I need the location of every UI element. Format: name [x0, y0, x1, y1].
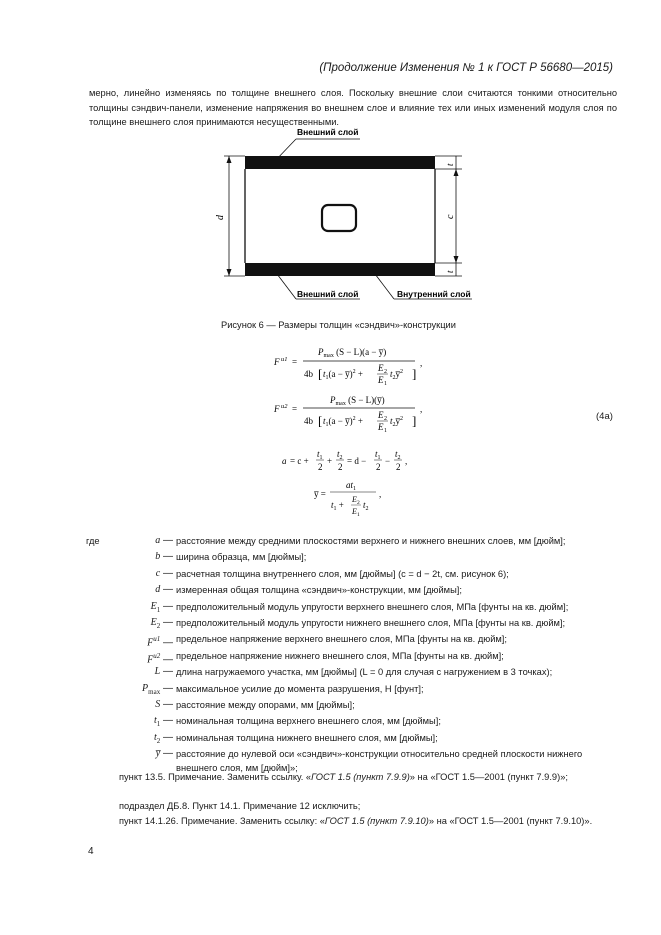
symbol-base: S [155, 698, 161, 710]
definition-symbol [156, 746, 173, 762]
svg-text:u1: u1 [281, 356, 288, 363]
em-dash: — [160, 567, 173, 579]
intro-paragraph: мерно, линейно изменяясь по толщине внешнего слоя. Поскольку внешние слои считаются тонкими относительно толщины сэндвич-панели, изменение напряжения во внешнем слое и влияние тех или иных изменений модуля слоя по толщине внешнего слоя принимаются несущественными. [89, 88, 617, 127]
amendment-3-post: » на «ГОСТ 1.5—2001 (пункт 7.9.10)». [428, 816, 593, 826]
symbol-base: F [147, 637, 154, 649]
definition-text: расчетная толщина внутреннего слоя, мм [дюймы] (c = d − 2t, см. рисунок 6); [176, 568, 509, 579]
em-dash: — [160, 715, 173, 727]
symbol-base: F [147, 654, 154, 666]
symbol-superscript: u2 [153, 651, 161, 660]
svg-text:F: F [274, 357, 280, 367]
formula-block [260, 340, 440, 520]
definition-text: расстояние между средними плоскостями верхнего и нижнего внешних слоев, мм [дюйм]; [176, 536, 566, 546]
definition-row [86, 615, 616, 631]
svg-text:t1(a − y̅)2 +: $t_1(a$ − y̅)$^2$ + [323, 369, 363, 381]
definition-row [86, 549, 616, 565]
dim-t-bottom-label: t [445, 270, 455, 273]
em-dash: — [160, 616, 173, 628]
svg-text:1: 1 [357, 512, 360, 518]
em-dash: — [160, 654, 173, 666]
em-dash: — [160, 600, 173, 612]
definition-text: номинальная толщина нижнего внешнего слоя, мм [дюймы]; [176, 732, 438, 743]
svg-text:E: E [352, 507, 357, 516]
svg-text:t2y̅2: $t_2y̅^2$ [390, 369, 404, 381]
svg-text:u2: u2 [281, 403, 288, 410]
svg-text:2: 2 [384, 369, 387, 375]
label-outer-top: Внешний слой [297, 127, 359, 137]
definition-symbol [155, 533, 173, 549]
definition-row [86, 582, 616, 598]
svg-text:2: 2 [357, 500, 360, 506]
label-outer-bottom: Внешний слой [297, 289, 359, 299]
symbol-subscript: 2 [156, 736, 161, 745]
svg-text:= c +: = c + [290, 456, 309, 466]
definition-symbol [155, 582, 173, 598]
definition-symbol [156, 566, 173, 582]
svg-text:[: [ [318, 366, 323, 381]
definition-text: предельное напряжение верхнего внешнего слоя, МПа [фунты на кв. дюйм]; [176, 634, 507, 645]
definition-text: расстояние до нулевой оси «сэндвич»-конструкции относительно средней плоскости нижнего внешнего слоя, мм [дюйм]»; [176, 749, 583, 774]
svg-text:2: 2 [384, 416, 387, 422]
definition-text: предположительный модуль упругости верхнего внешнего слоя, МПа [фунты на кв. дюйм]; [176, 601, 569, 612]
definition-text: расстояние между опорами, мм [дюймы]; [176, 699, 355, 710]
symbol-base: t [153, 731, 157, 743]
definition-symbol [155, 697, 173, 713]
svg-text:,: , [420, 358, 423, 368]
definition-text: измеренная общая толщина «сэндвич»-конструкции, мм [дюймы]; [176, 585, 462, 596]
svg-text:]: ] [412, 366, 417, 381]
svg-text:t1(a − y̅)2 +: $t_1(a$ − y̅)$^2$ + [323, 416, 363, 428]
definition-text: максимальное усилие до момента разрушения, Н [фунт]; [176, 683, 424, 694]
definition-row [86, 681, 616, 697]
svg-text:E: E [378, 410, 384, 420]
symbol-subscript: 1 [156, 605, 161, 614]
svg-text:=: = [292, 404, 298, 414]
svg-text:−: − [385, 456, 391, 466]
amendment-1-pre: пункт 13.5. Примечание. Заменить ссылку. « [119, 772, 312, 782]
svg-text:E: E [378, 375, 384, 385]
amendment-1-ref: ГОСТ 1.5 (пункт 7.9.9) [311, 772, 410, 782]
em-dash: — [160, 682, 173, 694]
definition-symbol [155, 549, 173, 565]
svg-text:4b: 4b [304, 369, 313, 379]
amendment-1 [89, 770, 617, 785]
dim-t-top-label: t [445, 163, 455, 166]
definition-symbol [155, 664, 173, 680]
symbol-base: d [155, 584, 161, 596]
svg-text:+: + [327, 456, 333, 466]
svg-text:[: [ [318, 413, 323, 428]
amendment-2: подраздел ДБ.8. Пункт 14.1. Примечание 12 исключить; [119, 801, 361, 811]
svg-text:t1 +: $t_1$ + [331, 500, 344, 512]
svg-text:4b: 4b [304, 416, 313, 426]
formula-fu2 [273, 395, 422, 434]
svg-text:2: 2 [338, 462, 343, 472]
definition-lead: где [86, 536, 100, 546]
definitions-list [86, 533, 616, 776]
svg-text:= d −: = d − [347, 456, 367, 466]
symbol-subscript: max [148, 687, 161, 696]
svg-text:y̅ =: y̅ = [314, 489, 326, 499]
svg-text:a: a [282, 456, 287, 466]
symbol-base: E [150, 600, 157, 612]
svg-text:at1: $at_1$ [346, 480, 357, 492]
dim-c-label: c [445, 214, 456, 219]
svg-text:t2: $t_2$ [337, 449, 343, 461]
symbol-superscript: u1 [153, 635, 161, 644]
symbol-base: E [150, 616, 157, 628]
svg-text:t1: $t_1$ [375, 449, 381, 461]
svg-text:=: = [292, 357, 298, 367]
symbol-base: y̅ [155, 748, 161, 760]
definition-text: предельное напряжение нижнего внешнего слоя, МПа [фунты на кв. дюйм]; [176, 650, 504, 661]
amendment-3 [89, 814, 617, 829]
svg-text:E: E [378, 363, 384, 373]
definition-text: номинальная толщина верхнего внешнего слоя, мм [дюймы]; [176, 716, 441, 727]
em-dash: — [160, 666, 173, 678]
svg-text:1: 1 [384, 381, 387, 387]
definition-row [86, 599, 616, 615]
svg-text:2: 2 [396, 462, 401, 472]
svg-text:2: 2 [376, 462, 381, 472]
definition-row [86, 533, 616, 549]
definition-row [86, 566, 616, 582]
definition-row [86, 730, 616, 746]
em-dash: — [160, 637, 173, 649]
em-dash: — [160, 584, 173, 596]
svg-text:E: E [378, 422, 384, 432]
definition-row [86, 697, 616, 713]
formula-a [282, 449, 407, 472]
symbol-base: t [153, 715, 157, 727]
svg-text:,: , [405, 456, 408, 466]
formula-fu1 [273, 347, 422, 387]
svg-text:t1: $t_1$ [317, 449, 323, 461]
svg-text:t2y̅2: $t_2y̅^2$ [390, 416, 404, 428]
svg-text:,: , [379, 489, 382, 499]
svg-text:Pmax (S − L)(a − y̅): $P_{max}$ (S − L)(a − y̅) [318, 347, 387, 359]
label-inner: Внутренний слой [397, 289, 471, 299]
document-header: (Продолжение Изменения № 1 к ГОСТ Р 56680—2015) [319, 62, 613, 74]
definition-row [86, 648, 616, 664]
dim-d-label: d [215, 215, 226, 220]
definition-text: длина нагружаемого участка, мм [дюймы] (L = 0 для случая с нагружением в 3 точках); [176, 667, 553, 678]
svg-text:Pmax (S − L)(y̅): $P_{max}$ (S − L)(y̅) [330, 395, 385, 407]
equation-number: (4a) [596, 411, 613, 422]
definition-text: ширина образца, мм [дюймы]; [176, 552, 307, 563]
page-number: 4 [88, 846, 94, 857]
em-dash: — [160, 698, 173, 710]
definition-text: предположительный модуль упругости нижнего внешнего слоя, МПа [фунты на кв. дюйм]; [176, 617, 566, 628]
figure-caption: Рисунок 6 — Размеры толщин «сэндвич»-конструкции [221, 320, 456, 330]
definition-row [86, 713, 616, 729]
svg-text:]: ] [412, 413, 417, 428]
svg-text:1: 1 [384, 428, 387, 434]
svg-text:t2: $t_2$ [395, 449, 401, 461]
amendment-3-pre: пункт 14.1.26. Примечание. Заменить ссылку: « [119, 816, 325, 826]
symbol-subscript: 1 [156, 720, 161, 729]
amendment-1-post: » на «ГОСТ 1.5—2001 (пункт 7.9.9)»; [409, 772, 568, 782]
symbol-subscript: 2 [156, 621, 161, 630]
symbol-base: P [142, 682, 149, 694]
svg-text:E: E [352, 495, 357, 504]
sandwich-figure [200, 125, 500, 315]
em-dash: — [160, 551, 173, 563]
amendment-3-ref: ГОСТ 1.5 (пункт 7.9.10) [324, 816, 429, 826]
em-dash: — [160, 535, 173, 546]
svg-text:2: 2 [318, 462, 323, 472]
symbol-base: L [154, 666, 161, 678]
formula-ybar [313, 480, 381, 518]
definition-row [86, 664, 616, 680]
em-dash: — [160, 731, 173, 743]
svg-text:t2: $t_2$ [363, 500, 369, 512]
em-dash: — [160, 748, 173, 760]
svg-text:F: F [274, 404, 280, 414]
symbol-base: b [155, 551, 161, 563]
definition-row [86, 631, 616, 647]
symbol-base: a [155, 535, 161, 546]
svg-text:,: , [420, 404, 423, 414]
symbol-base: c [155, 567, 161, 579]
